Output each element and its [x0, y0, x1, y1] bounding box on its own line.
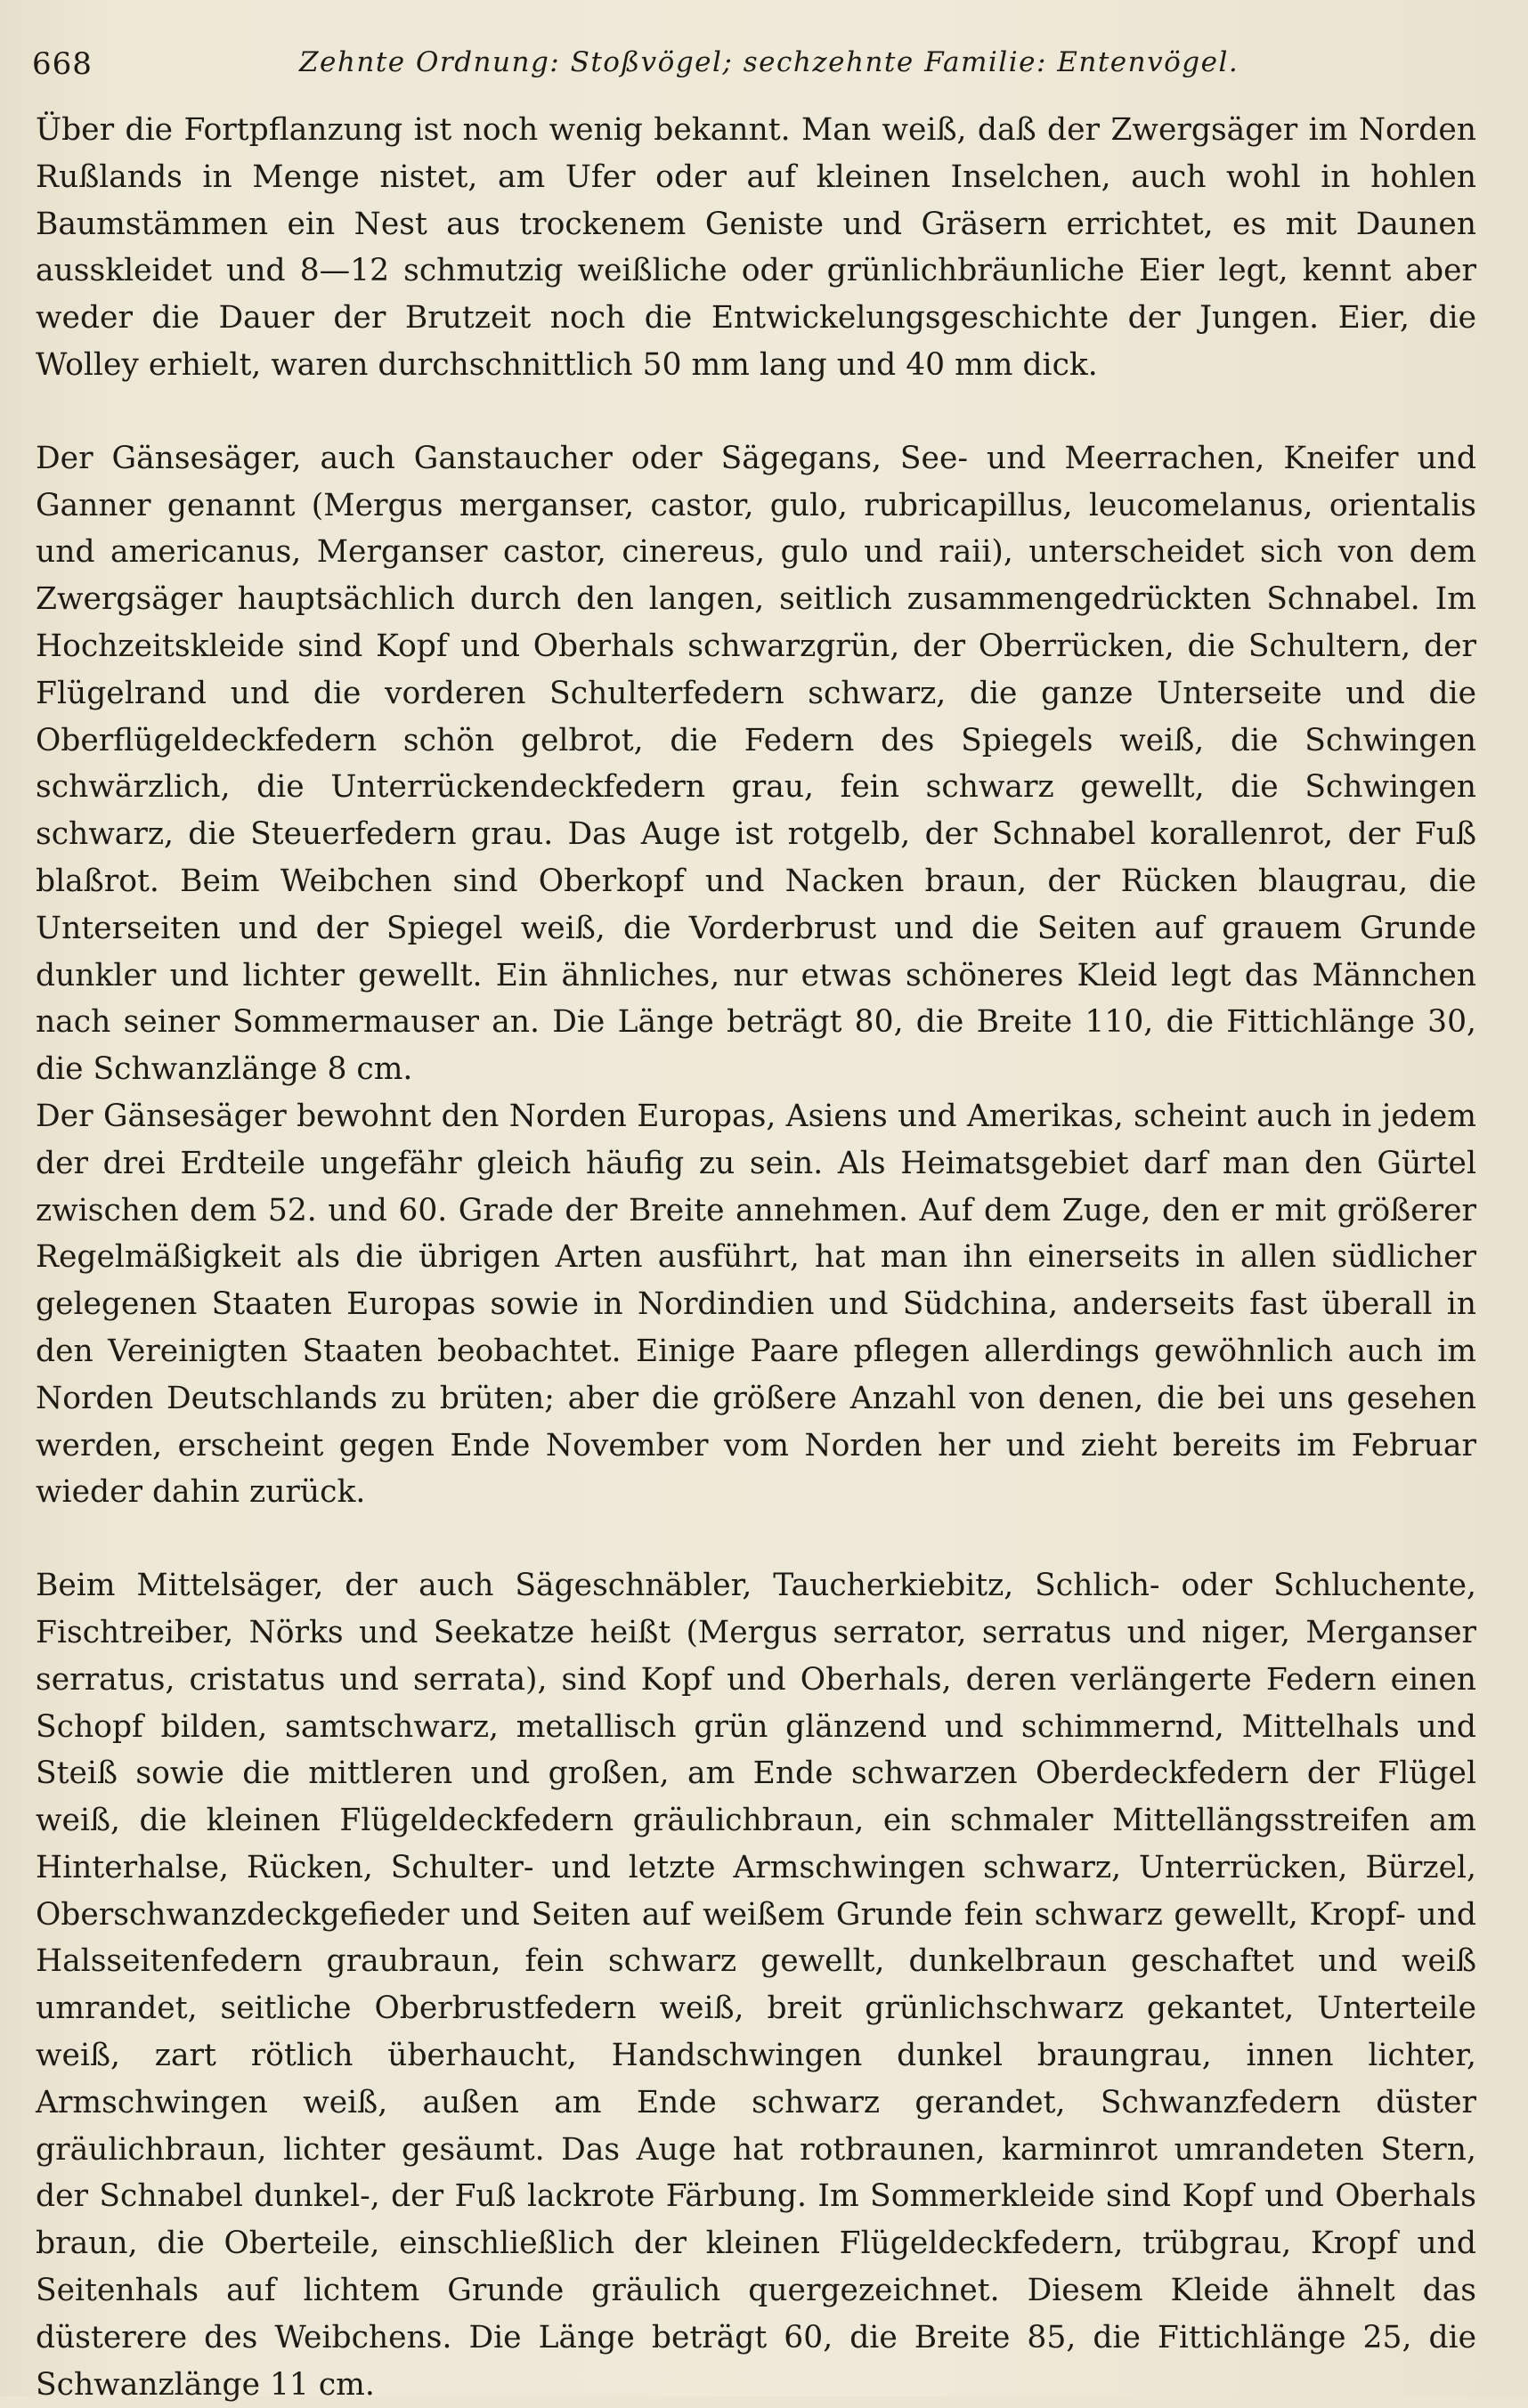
- page-header: [32, 43, 1483, 87]
- paragraph-gaensesaeger-range: Der Gänsesäger bewohnt den Norden Europas, Asiens und Amerikas, scheint auch in jedem der drei Erdteile ungefähr gleich häufig zu sein. Als Heimatsgebiet darf man den Gürtel zwischen dem 52. und 60. Grade der Breite annehmen. Auf dem Zuge, den er mit größerer Regelmäßigkeit als die übrigen Arten ausführt, hat man ihn einerseits in allen südlicher gelegenen Staaten Europas sowie in Nordindien und Südchina, anderseits fast überall in den Vereinigten Staaten beobachtet. Einige Paare pflegen allerdings gewöhnlich auch im Norden Deutschlands zu brüten; aber die größere Anzahl von denen, die bei uns gesehen werden, erscheint gegen Ende November vom Norden her und zieht bereits im Februar wieder dahin zurück.: [36, 1098, 1476, 1511]
- page-number: 668: [32, 46, 93, 82]
- paragraph-gaensesaeger-description: Der Gänsesäger, auch Ganstaucher oder Sägegans, See- und Meerrachen, Kneifer und Ganner genannt (Mergus merganser, castor, gulo, rubricapillus, leucomelanus, orientalis und americanus, Merganser castor, cinereus, gulo und raii), unterscheidet sich von dem Zwergsäger hauptsächlich durch den langen, seitlich zusammengedrückten Schnabel. Im Hochzeitskleide sind Kopf und Oberhals schwarzgrün, der Oberrücken, die Schultern, der Flügelrand und die vorderen Schulterfedern schwarz, die ganze Unterseite und die Oberflügeldeckfedern schön gelbrot, die Federn des Spiegels weiß, die Schwingen schwärzlich, die Unterrückendeckfedern grau, fein schwarz gewellt, die Schwingen schwarz, die Steuerfedern grau. Das Auge ist rotgelb, der Schnabel korallenrot, der Fuß blaßrot. Beim Weibchen sind Oberkopf und Nacken braun, der Rücken blaugrau, die Unterseiten und der Spiegel weiß, die Vorderbrust und die Seiten auf grauem Grunde dunkler und lichter gewellt. Ein ähnliches, nur etwas schöneres Kleid legt das Männchen nach seiner Sommermauser an. Die Länge beträgt 80, die Breite 110, die Fittichlänge 30, die Schwanzlänge 8 cm.: [36, 440, 1476, 1088]
- paragraph-mittelsaeger: Beim Mittelsäger, der auch Sägeschnäbler, Taucherkiebitz, Schlich- oder Schluchente, Fischtreiber, Nörks und Seekatze heißt (Mergus serrator, serratus und niger, Merganser serratus, cristatus und serrata), sind Kopf und Oberhals, deren verlängerte Federn einen Schopf bilden, samtschwarz, metallisch grün glänzend und schimmernd, Mittelhals und Steiß sowie die mittleren und großen, am Ende schwarzen Oberdeckfedern der Flügel weiß, die kleinen Flügeldeckfedern gräulichbraun, ein schmaler Mittellängsstreifen am Hinterhalse, Rücken, Schulter- und letzte Armschwingen schwarz, Unterrücken, Bürzel, Oberschwanzdeckgefieder und Seiten auf weißem Grunde fein schwarz gewellt, Kropf- und Halsseitenfedern graubraun, fein schwarz gewellt, dunkelbraun geschaftet und weiß umrandet, seitliche Oberbrustfedern weiß, breit grünlichschwarz gekantet, Unterteile weiß, zart rötlich überhaucht, Handschwingen dunkel braungrau, innen lichter, Armschwingen weiß, außen am Ende schwarz gerandet, Schwanzfedern düster gräulichbraun, lichter gesäumt. Das Auge hat rotbraunen, karminrot umrandeten Stern, der Schnabel dunkel-, der Fuß lackrote Färbung. Im Sommerkleide sind Kopf und Oberhals braun, die Oberteile, einschließlich der kleinen Flügeldeckfedern, trübgrau, Kropf und Seitenhals auf lichtem Grunde gräulich quergezeichnet. Diesem Kleide ähnelt das düsterere des Weibchens. Die Länge beträgt 60, die Breite 85, die Fittichlänge 25, die Schwanzlänge 11 cm.: [36, 1568, 1476, 2403]
- paragraph-fortpflanzung: Über die Fortpflanzung ist noch wenig bekannt. Man weiß, daß der Zwergsäger im Norden Rußlands in Menge nistet, am Ufer oder auf kleinen Inselchen, auch wohl in hohlen Baumstämmen ein Nest aus trockenem Geniste und Gräsern errichtet, es mit Daunen ausskleidet und 8—12 schmutzig weißliche oder grünlichbräunliche Eier legt, kennt aber weder die Dauer der Brutzeit noch die Entwickelungsgeschichte der Jungen. Eier, die Wolley erhielt, waren durchschnittlich 50 mm lang und 40 mm dick.: [36, 112, 1476, 383]
- body-text: [36, 107, 1476, 2408]
- running-head: Zehnte Ordnung: Stoßvögel; sechzehnte Familie: Entenvögel.: [299, 46, 1239, 78]
